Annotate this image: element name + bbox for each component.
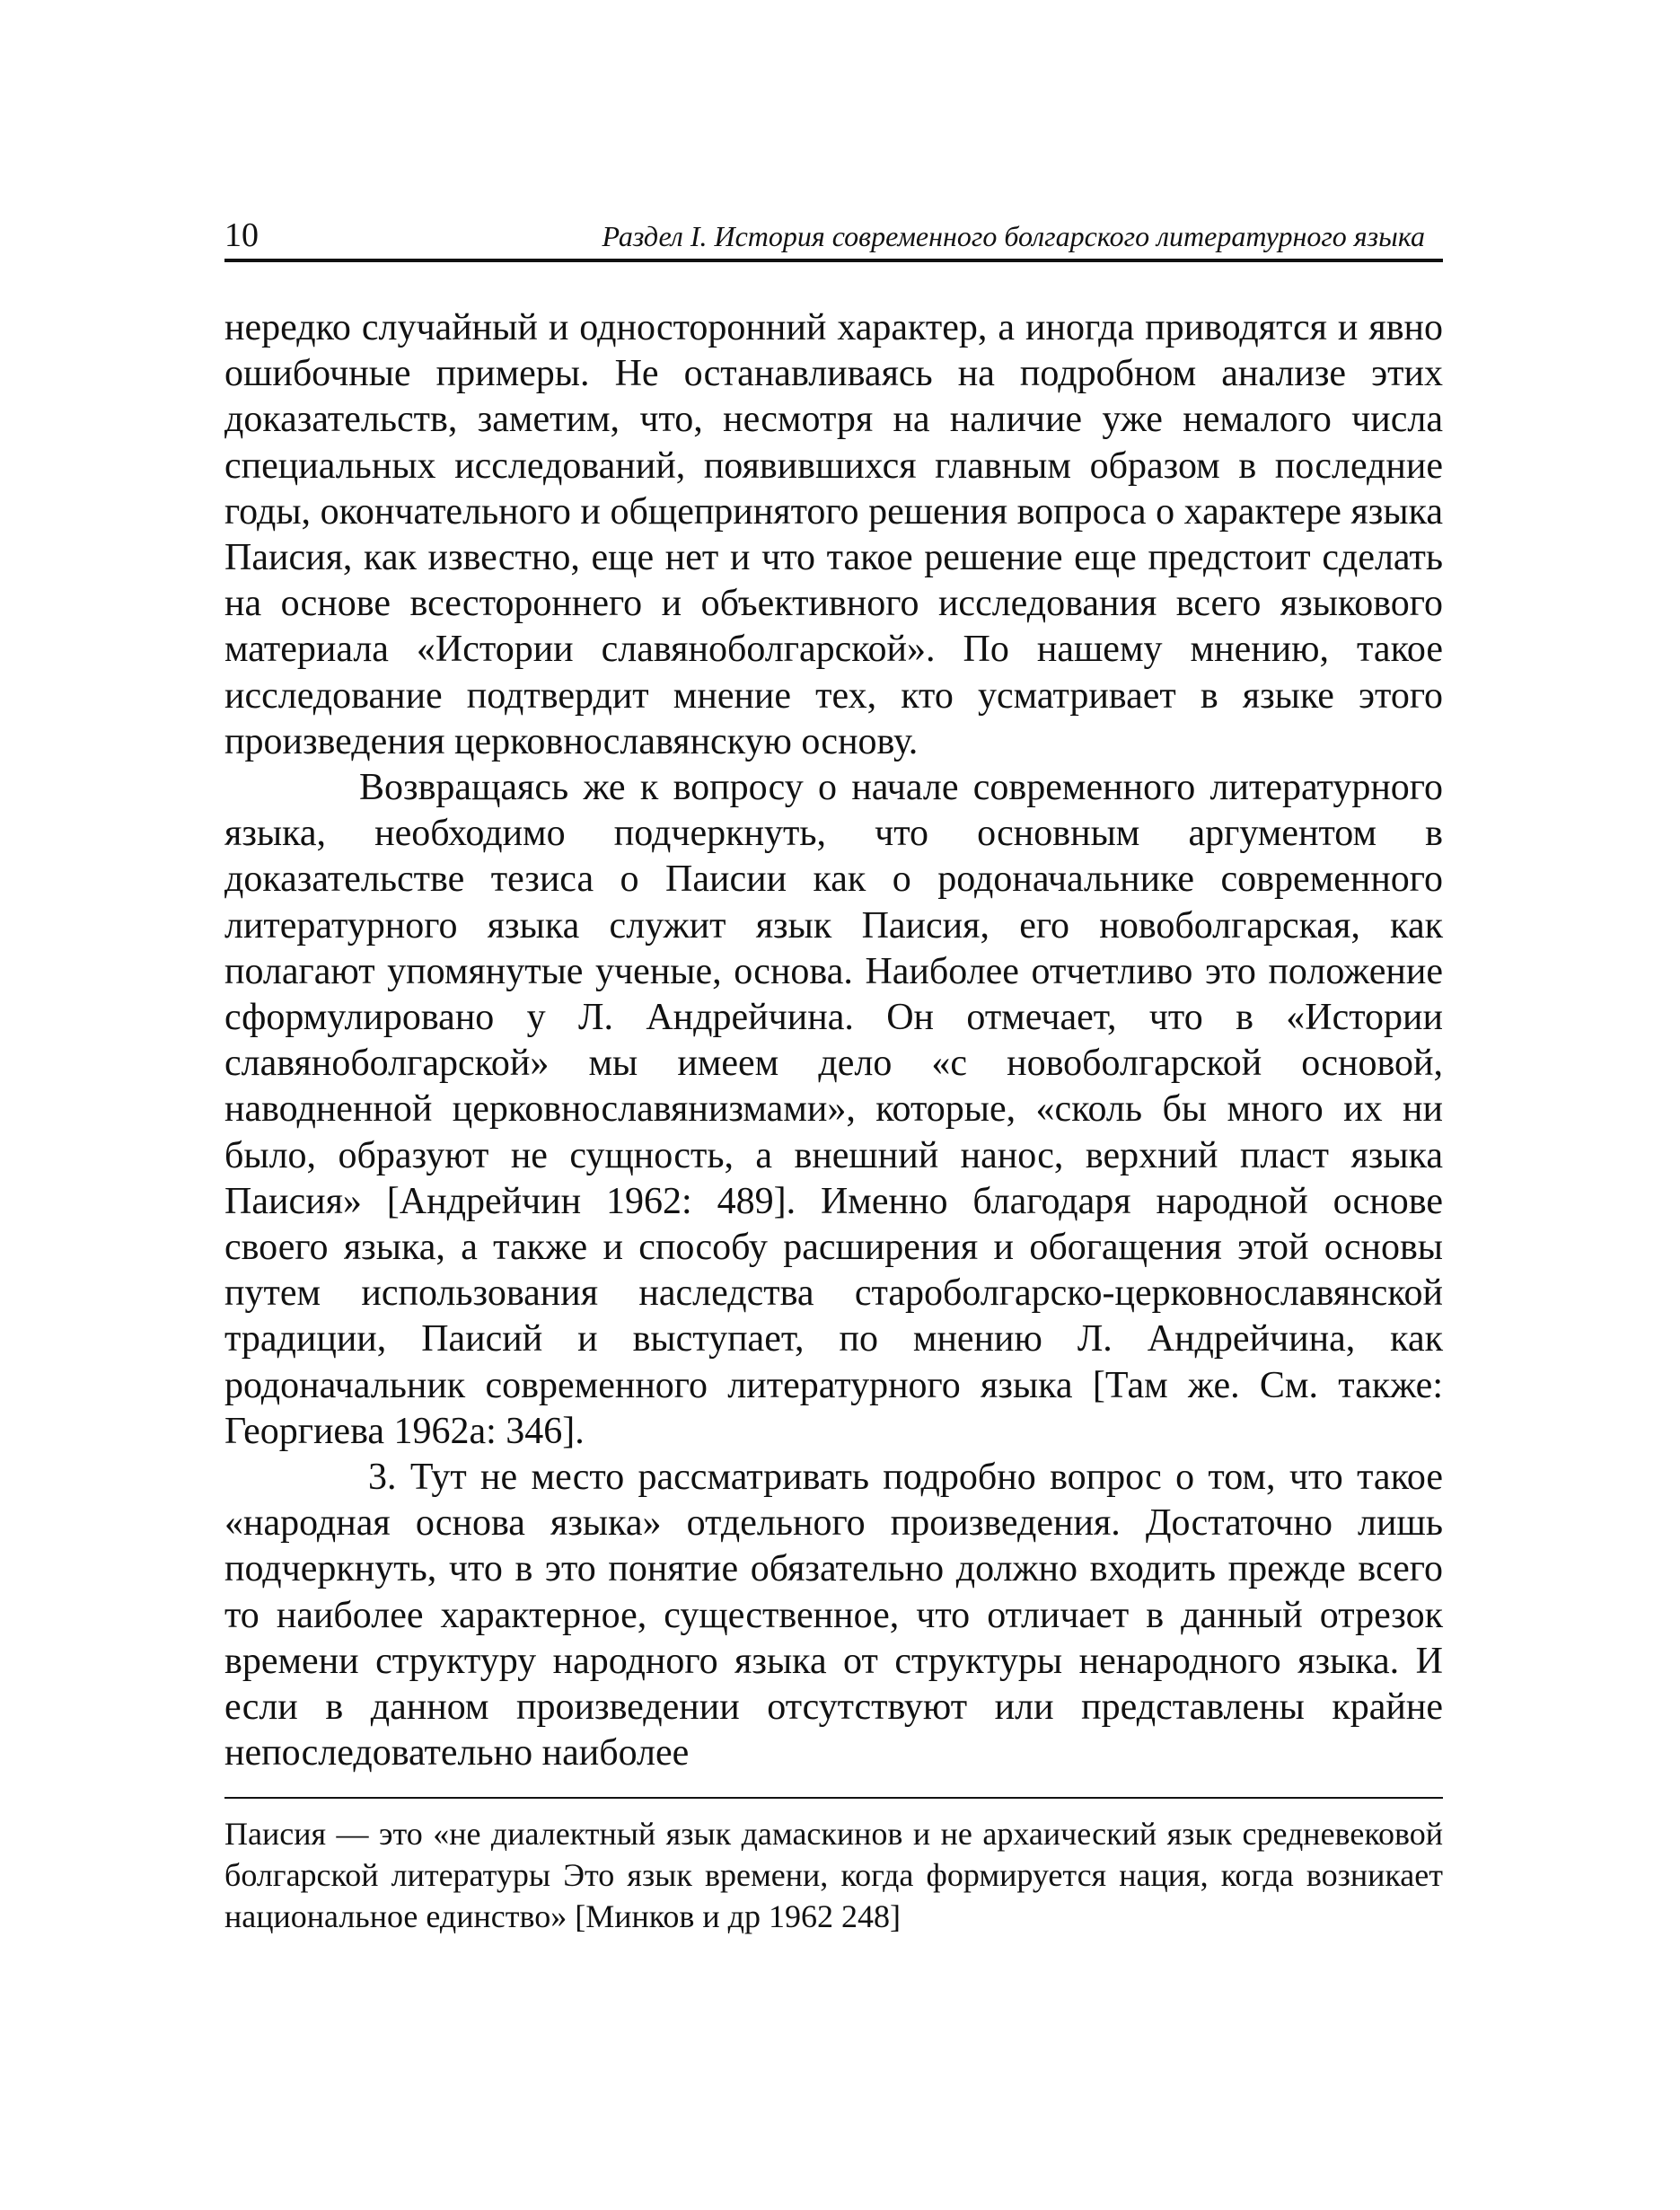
page-number: 10 bbox=[224, 216, 259, 254]
footnote-divider bbox=[224, 1797, 1443, 1799]
book-page bbox=[224, 203, 1443, 1937]
paragraph-3: 3. Тут не место рассматривать подробно вопрос о том, что такое «народная основа языка» отдельного произведения. Достаточно лишь подчеркнуть, что в это понятие обязательно должно входить прежде всего то наиболее характерное, существенное, что отличает в данный отрезок времени структуру народного языка от структуры ненародного языка. И если в данном произведении отсутствуют или представлены крайне непоследовательно наиболее bbox=[224, 1457, 1443, 1774]
paragraph-2: Возвращаясь же к вопросу о начале современного литературного языка, необходимо подчеркнуть, что основным аргументом в доказательстве тезиса о Паисии как о родоначальнике современного литературного языка служит язык Паисия, его новоболгарская, как полагают упомянутые ученые, основа. Наиболее отчетливо это положение сформулировано у Л. Андрейчина. Он отмечает, что в «Истории славяноболгарской» мы имеем дело «с новоболгарской основой, наводненной церковнославянизмами», которые, «сколь бы много их ни было, образуют не сущность, а внешний нанос, верхний пласт языка Паисия» [Андрейчин 1962: 489]. Именно благодаря народной основе своего языка, а также и способу расширения и обогащения этой основы путем использования наследства староболгарско-церковнославянской традиции, Паисий и выступает, по мнению Л. Андрейчина, как родоначальник современного литературного языка [Там же. См. также: Георгиева 1962а: 346]. bbox=[224, 767, 1443, 1452]
main-text bbox=[224, 305, 1443, 1777]
page-header bbox=[224, 203, 1443, 262]
running-title: Раздел I. История современного болгарского литературного языка bbox=[602, 220, 1425, 252]
footnote: Паисия — это «не диалектный язык дамаскинов и не архаический язык средневековой болгарской литературы Это язык времени, когда формируется нация, когда возникает национальное единство» [Минков и др 1962 248] bbox=[224, 1815, 1443, 1934]
paragraph-1: нередко случайный и односторонний характер, а иногда приводятся и явно ошибочные примеры. Не останавливаясь на подробном анализе этих доказательств, заметим, что, несмотря на наличие уже немалого числа специальных исследований, появившихся главным образом в последние годы, окончательного и общепринятого решения вопроса о характере языка Паисия, как известно, еще нет и что такое решение еще предстоит сделать на основе всестороннего и объективного исследования всего языкового материала «Истории славяноболгарской». По нашему мнению, такое исследование подтвердит мнение тех, кто усматривает в языке этого произведения церковнославянскую основу. bbox=[224, 307, 1443, 762]
